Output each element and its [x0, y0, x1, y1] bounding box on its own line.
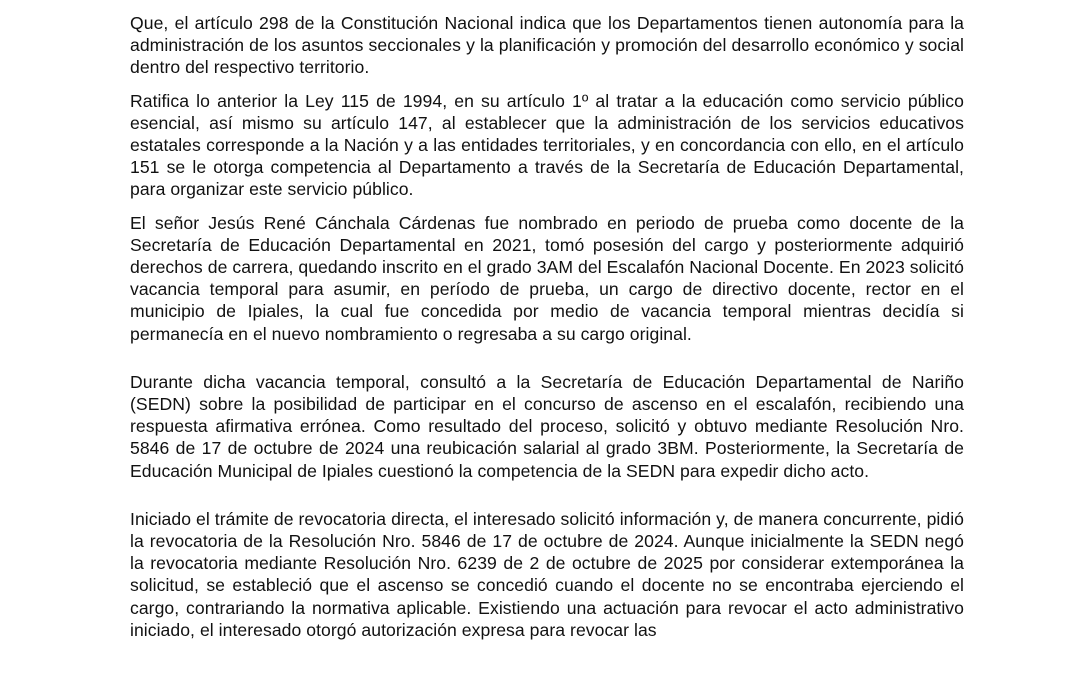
paragraph-ley-115: Ratifica lo anterior la Ley 115 de 1994, en su artículo 1º al tratar a la educación como servicio público esencial, así mismo su artículo 147, al establecer que la administración de los servicios educativos estatales corresponde a la Nación y a las entidades territoriales, y en concordancia con ello, en el artículo 151 se le otorga competencia al Departamento a través de la Secretaría de Educación Departamental, para organizar este servicio público. — [130, 90, 964, 200]
paragraph-article-298: Que, el artículo 298 de la Constitución Nacional indica que los Departamentos tienen autonomía para la administración de los asuntos seccionales y la planificación y promoción del desarrollo económico y social dentro del respectivo territorio. — [130, 13, 964, 78]
paragraph-nombramiento: El señor Jesús René Cánchala Cárdenas fue nombrado en periodo de prueba como docente de la Secretaría de Educación Departamental en 2021, tomó posesión del cargo y posteriormente adquirió derechos de carrera, quedando inscrito en el grado 3AM del Escalafón Nacional Docente. En 2023 solicitó vacancia temporal para asumir, en período de prueba, un cargo de directivo docente, rector en el municipio de Ipiales, la cual fue concedida por medio de vacancia temporal mientras decidía si permanecía en el nuevo nombramiento o regresaba a su cargo original. — [130, 212, 964, 344]
paragraph-revocatoria: Iniciado el trámite de revocatoria directa, el interesado solicitó información y, de manera concurrente, pidió la revocatoria de la Resolución Nro. 5846 de 17 de octubre de 2024. Aunque inicialmente la SEDN negó la revocatoria mediante Resolución Nro. 6239 de 2 de octubre de 2025 por considerar extemporánea la solicitud, se estableció que el ascenso se concedió cuando el docente no se encontraba ejerciendo el cargo, contrariando la normativa aplicable. Existiendo una actuación para revocar el acto administrativo iniciado, el interesado otorgó autorización expresa para revocar las — [130, 508, 964, 640]
paragraph-vacancia: Durante dicha vacancia temporal, consultó a la Secretaría de Educación Departamental de Nariño (SEDN) sobre la posibilidad de participar en el concurso de ascenso en el escalafón, recibiendo una respuesta afirmativa errónea. Como resultado del proceso, solicitó y obtuvo mediante Resolución Nro. 5846 de 17 de octubre de 2024 una reubicación salarial al grado 3BM. Posteriormente, la Secretaría de Educación Municipal de Ipiales cuestionó la competencia de la SEDN para expedir dicho acto. — [130, 371, 964, 481]
document-body — [130, 12, 964, 652]
